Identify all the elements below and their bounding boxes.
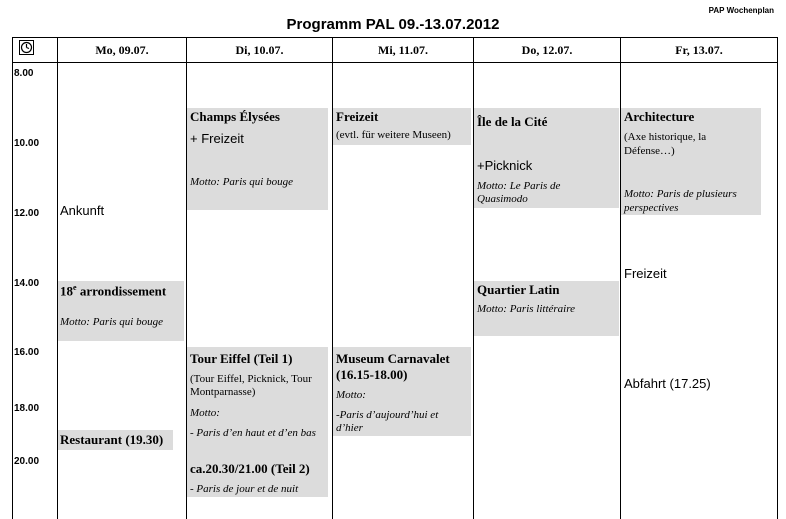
di-champs: Champs Élysées xyxy=(190,109,280,124)
table-top-border xyxy=(12,37,778,38)
mo-arr-motto: Motto: Paris qui bouge xyxy=(60,316,163,328)
do-ile: Île de la Cité xyxy=(477,114,548,129)
table-left-border xyxy=(12,37,13,519)
day-header: Mo, 09.07. xyxy=(95,43,149,57)
table-right-border xyxy=(777,37,778,519)
mi-freizeit-note: (evtl. für weitere Museen) xyxy=(336,129,451,141)
mo-ankunft: Ankunft xyxy=(60,203,105,218)
di-eiffel: Tour Eiffel (Teil 1) xyxy=(190,351,293,366)
arr-superscript: e xyxy=(73,283,77,292)
do-motto1: Motto: Le Paris de Quasimodo xyxy=(477,180,561,205)
mo-arrondissement xyxy=(60,283,166,299)
fr-architecture: Architecture xyxy=(624,109,695,124)
arr-text: arrondissement xyxy=(76,283,167,299)
day-header: Mi, 11.07. xyxy=(378,43,428,57)
clock-icon xyxy=(19,40,34,55)
fr-motto: Motto: Paris de plusieurs perspectives xyxy=(624,188,737,214)
column-divider xyxy=(332,37,333,519)
day-header: Fr, 13.07. xyxy=(675,43,723,57)
time-label: 10.00 xyxy=(14,138,40,149)
day-header: Do, 12.07. xyxy=(521,43,573,57)
do-motto2: Motto: Paris littéraire xyxy=(477,303,575,315)
di-motto-label: Motto: xyxy=(190,407,220,419)
di-motto1: Motto: Paris qui bouge xyxy=(190,176,293,188)
day-header: Di, 10.07. xyxy=(235,43,284,57)
page-title: Programm PAL 09.-13.07.2012 xyxy=(286,16,500,33)
mi-motto: -Paris d’aujourd’hui et d’hier xyxy=(336,409,439,434)
mi-freizeit: Freizeit xyxy=(336,109,379,124)
fr-freizeit: Freizeit xyxy=(624,266,667,281)
di-teil2: ca.20.30/21.00 (Teil 2) xyxy=(190,461,310,476)
di-motto2: - Paris d’en haut et d’en bas xyxy=(190,427,316,439)
column-divider xyxy=(620,37,621,519)
di-freizeit: + Freizeit xyxy=(190,131,244,146)
mi-museum: Museum Carnavalet (16.15-18.00) xyxy=(336,351,450,382)
mo-restaurant: Restaurant (19.30) xyxy=(60,432,164,447)
time-label: 18.00 xyxy=(14,403,40,414)
fr-axe: (Axe historique, la Défense…) xyxy=(624,131,707,157)
column-divider xyxy=(186,37,187,519)
arr-number: 18 xyxy=(60,283,73,299)
fr-abfahrt: Abfahrt (17.25) xyxy=(624,376,711,391)
di-motto3: - Paris de jour et de nuit xyxy=(190,483,299,495)
do-quartier: Quartier Latin xyxy=(477,282,560,297)
time-label: 14.00 xyxy=(14,278,40,289)
time-label: 8.00 xyxy=(14,68,34,79)
column-divider xyxy=(57,37,58,519)
column-divider xyxy=(473,37,474,519)
do-picknick: +Picknick xyxy=(477,158,533,173)
time-label: 12.00 xyxy=(14,208,40,219)
time-label: 16.00 xyxy=(14,347,40,358)
document-label: PAP Wochenplan xyxy=(708,6,774,15)
mi-motto-label: Motto: xyxy=(336,389,366,401)
time-label: 20.00 xyxy=(14,456,40,467)
header-bottom-border xyxy=(12,62,778,63)
di-eiffel-desc: (Tour Eiffel, Picknick, Tour Montparnasse) xyxy=(190,373,312,398)
